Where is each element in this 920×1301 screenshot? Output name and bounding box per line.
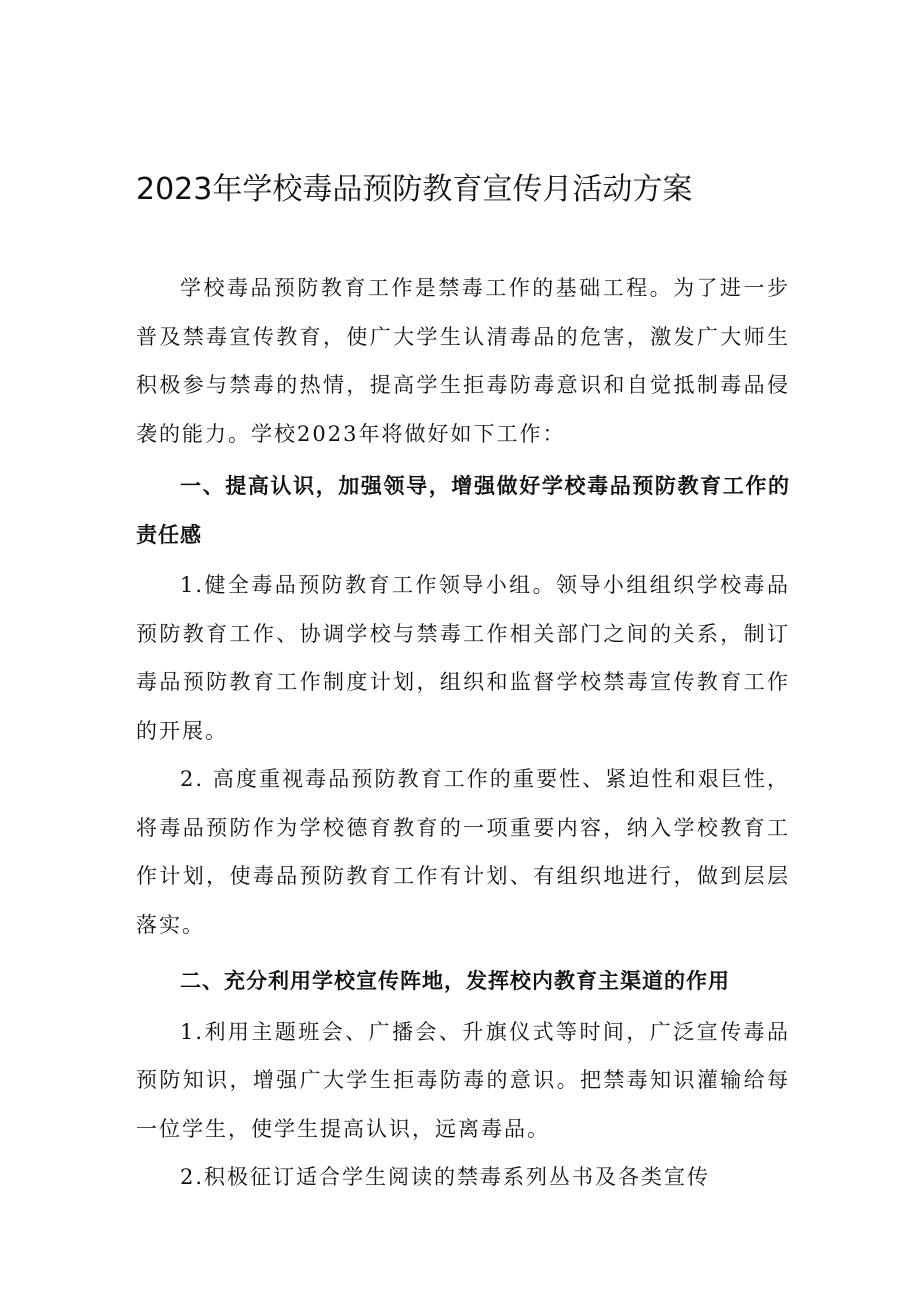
section-2-item-1: 1.利用主题班会、广播会、升旗仪式等时间，广泛宣传毒品预防知识，增强广大学生拒毒防毒的意识。把禁毒知识灌输给每一位学生，使学生提高认识，远离毒品。 [136,1019,790,1141]
document-title: 2023年学校毒品预防教育宣传月活动方案 [136,172,693,207]
section-2-item-2: 2.积极征订适合学生阅读的禁毒系列丛书及各类宣传 [180,1165,711,1189]
document-body [136,264,790,1202]
section-1-item-1: 1.健全毒品预防教育工作领导小组。领导小组组织学校毒品预防教育工作、协调学校与禁毒工作相关部门之间的关系，制订毒品预防教育工作制度计划，组织和监督学校禁毒宣传教育工作的开展。 [136,573,790,743]
section-heading-2: 二、充分利用学校宣传阵地，发挥校内教育主渠道的作用 [180,969,730,993]
intro-paragraph: 学校毒品预防教育工作是禁毒工作的基础工程。为了进一步普及禁毒宣传教育，使广大学生认清毒品的危害，激发广大师生积极参与禁毒的热情，提高学生拒毒防毒意识和自觉抵制毒品侵袭的能力。学校2023年将做好如下工作： [136,276,790,446]
section-heading-1: 一、提高认识，加强领导，增强做好学校毒品预防教育工作的责任感 [136,474,790,547]
section-1-item-2: 2. 高度重视毒品预防教育工作的重要性、紧迫性和艰巨性，将毒品预防作为学校德育教育的一项重要内容，纳入学校教育工作计划，使毒品预防教育工作有计划、有组织地进行，做到层层落实。 [136,767,790,937]
